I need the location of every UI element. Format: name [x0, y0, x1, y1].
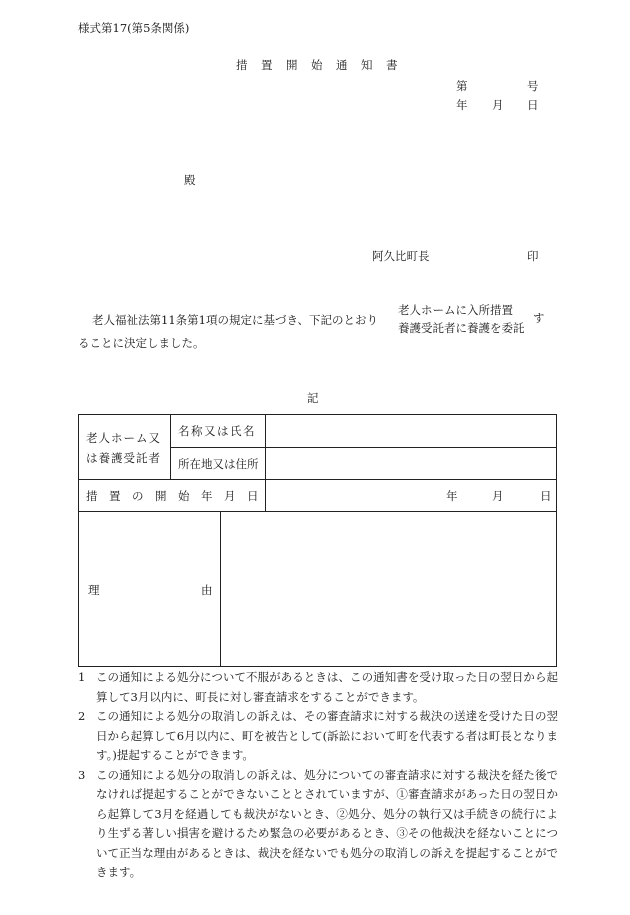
note-text: この通知による処分の取消しの訴えは、処分についての審査請求に対する裁決を経た後でなければ提起することができないこととされていますが、①審査請求があった日の翌日から起算して3月を経過しても裁決がないとき、②処分、処分の執行又は手続きの続行により生ずる著しい損害を避けるため緊急の必要があるとき、③その他裁決を経ないことについて正当な理由があるときは、裁決を経ないでも処分の取消しの訴えを提起することができます。	[96, 767, 558, 879]
note-number: 2	[78, 709, 86, 723]
col-divider-reason	[220, 511, 221, 667]
note-item	[78, 707, 558, 766]
start-date-label: 措 置 の 開 始 年 月 日	[86, 489, 259, 503]
row-divider-name	[170, 447, 557, 448]
date-year: 年	[456, 98, 468, 112]
date-day: 日	[527, 98, 539, 112]
body-choice-2: 養護受託者に養護を委託	[398, 321, 525, 335]
row-divider-start	[78, 511, 557, 512]
body-line-1: 老人福祉法第11条第1項の規定に基づき、下記のとおり	[92, 313, 378, 327]
addressee-suffix: 殿	[184, 173, 196, 187]
note-text: この通知による処分の取消しの訴えは、その審査請求に対する裁決の送達を受けた日の翌日から起算して6月以内に、町を被告として(訴訟において町を代表する者は町長となります。)提起することができます。	[96, 709, 558, 762]
row-divider-home	[78, 479, 557, 480]
name-label: 名称又は氏名	[178, 424, 256, 438]
date-month: 月	[492, 98, 504, 112]
note-number: 1	[78, 670, 86, 684]
body-choice-1: 老人ホームに入所措置	[398, 303, 513, 317]
start-year: 年	[446, 489, 458, 503]
document-title: 措 置 開 始 通 知 書	[236, 58, 399, 72]
ki-mark: 記	[307, 391, 319, 405]
note-text: この通知による処分について不服があるときは、この通知書を受け取った日の翌日から起算して3月以内に、町長に対し審査請求をすることができます。	[96, 670, 558, 704]
body-suffix: す	[533, 311, 545, 325]
start-month: 月	[492, 489, 504, 503]
home-label-line-1: 老人ホーム又	[86, 431, 161, 445]
note-number: 3	[78, 767, 86, 782]
number-dai: 第	[456, 79, 468, 93]
note-item	[78, 766, 558, 883]
issuer: 阿久比町長	[372, 249, 430, 263]
address-label: 所在地又は住所	[178, 457, 259, 471]
note-item	[78, 668, 558, 707]
home-label-line-2: は養護受託者	[86, 451, 161, 465]
body-line-2: ることに決定しました。	[78, 336, 205, 350]
col-divider-home	[170, 414, 171, 479]
start-day: 日	[540, 489, 552, 503]
reason-label-right: 由	[201, 583, 213, 597]
form-label: 様式第17(第5条関係)	[78, 21, 190, 35]
notes-list	[78, 668, 558, 883]
col-divider-fields	[265, 414, 266, 511]
reason-label-left: 理	[88, 583, 100, 597]
seal-mark: 印	[527, 249, 539, 263]
number-go: 号	[527, 79, 539, 93]
